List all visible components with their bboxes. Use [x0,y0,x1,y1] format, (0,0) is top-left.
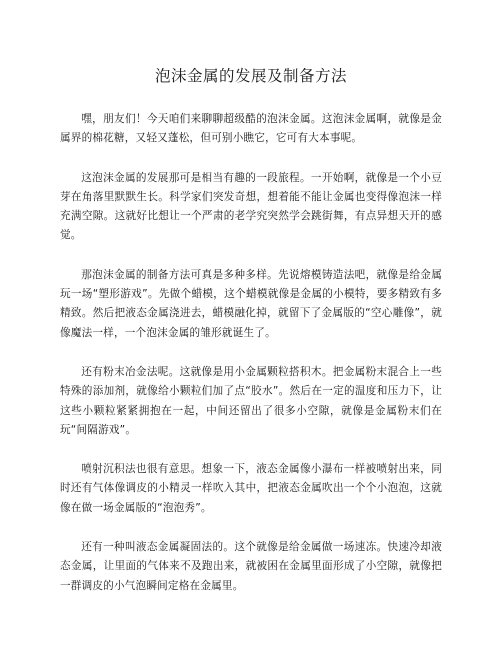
paragraph-development: 这泡沫金属的发展那可是相当有趣的一段旅程。一开始啊，就像是一个小豆芽在角落里默默生长。科学家们突发奇想，想着能不能让金属也变得像泡沫一样充满空隙。这就好比想让一个严肃的老学究突然学会跳街舞，有点异想天开的感觉。 [60,171,442,242]
paragraph-powder-metallurgy: 还有粉末冶金法呢。这就像是用小金属颗粒搭积木。把金属粉末混合上一些特殊的添加剂，就像给小颗粒们加了点“胶水”。然后在一定的温度和压力下，让这些小颗粒紧紧拥抱在一起，中间还留出了很多小空隙，就像是金属粉末们在玩“间隔游戏”。 [60,365,442,436]
paragraph-investment-casting: 那泡沫金属的制备方法可真是多种多样。先说熔模铸造法吧，就像是给金属玩一场“塑形游戏”。先做个蜡模，这个蜡模就像是金属的小模特，要多精致有多精致。然后把液态金属浇进去，蜡模融化掉，就留下了金属版的“空心雕像”，就像魔法一样，一个泡沫金属的雏形就诞生了。 [60,268,442,339]
document-title: 泡沫金属的发展及制备方法 [154,67,347,85]
paragraph-liquid-solidification: 还有一种叫液态金属凝固法的。这个就像是给金属做一场速冻。快速冷却液态金属，让里面的气体来不及跑出来，就被困在金属里面形成了小空隙，就像把一群调皮的小气泡瞬间定格在金属里。 [60,541,442,592]
paragraph-spray-deposition: 喷射沉积法也很有意思。想象一下，液态金属像小瀑布一样被喷射出来，同时还有气体像调皮的小精灵一样吹入其中，把液态金属吹出一个个小泡泡，这就像在做一场金属版的“泡泡秀”。 [60,463,442,514]
paragraph-intro: 嘿，朋友们！今天咱们来聊聊超级酷的泡沫金属。这泡沫金属啊，就像是金属界的棉花糖，又轻又蓬松，但可别小瞧它，它可有大本事呢。 [60,113,442,145]
